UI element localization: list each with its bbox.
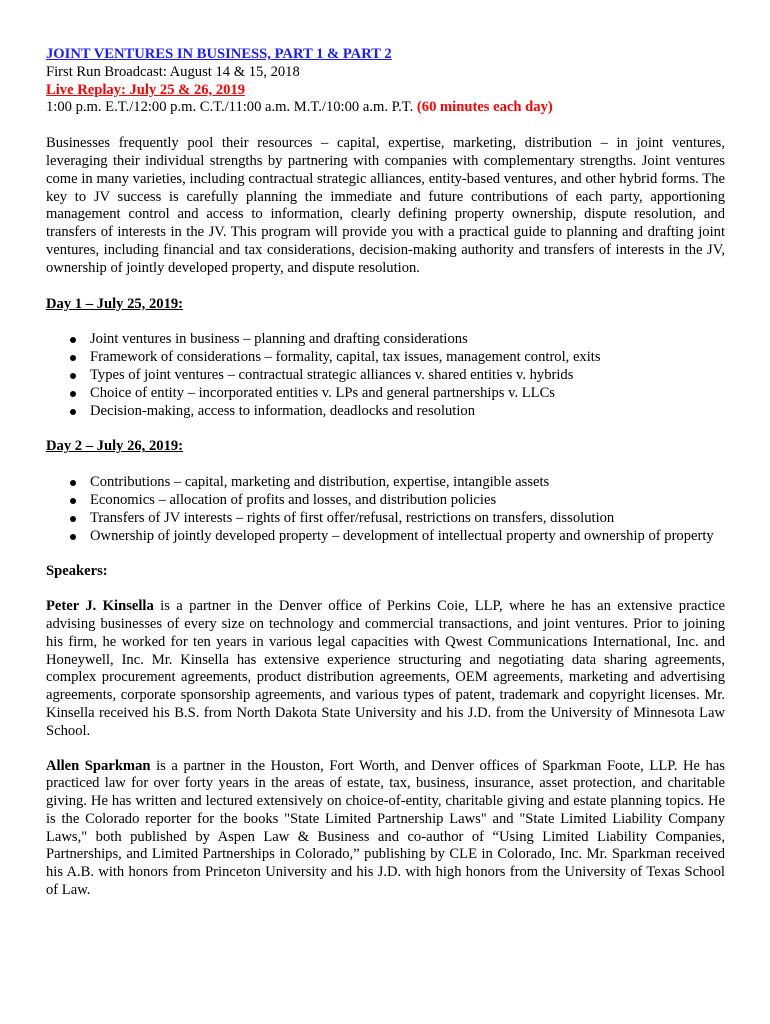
document-page [46, 46, 725, 900]
speaker-name: Peter J. Kinsella [46, 598, 154, 615]
duration-note: (60 minutes each day) [416, 99, 553, 116]
list-item: Economics – allocation of profits and losses, and distribution policies [90, 492, 725, 510]
speakers-heading: Speakers: [46, 563, 108, 580]
speaker-bio-text: is a partner in the Denver office of Perkins Coie, LLP, where he has an extensive practice advising businesses of every size on technology and commercial transactions, and joint ventures. Prior to joining his firm, he worked for ten years in various legal capacities with Qwest Communications International, Inc. and Honeywell, Inc. Mr. Kinsella has extensive experience structuring and negotiating data sharing agreements, complex procurement agreements, product distribution agreements, OEM agreements, marketing and advertising agreements, corporate sponsorship agreements, and various types of patent, trademark and copyright licenses. Mr. Kinsella received his B.S. from North Dakota State University and his J.D. from the University of Minnesota Law School. [46, 598, 725, 739]
speaker-bio-text: is a partner in the Houston, Fort Worth, and Denver offices of Sparkman Foote, LLP. He has practiced law for over forty years in the areas of estate, tax, business, insurance, asset protection, and charitable giving. He has written and lectured extensively on choice-of-entity, charitable giving and estate planning topics. He is the Colorado reporter for the books "State Limited Partnership Laws" and "State Limited Liability Company Laws," both published by Aspen Law & Business and co-author of “Using Limited Liability Companies, Partnerships, and Limited Partnerships in Colorado,” publishing by CLE in Colorado, Inc. Mr. Sparkman received his A.B. with honors from Princeton University and his J.D. with high honors from the University of Texas School of Law. [46, 757, 725, 899]
day1-list [46, 331, 725, 420]
list-item: Decision-making, access to information, deadlocks and resolution [90, 403, 725, 421]
list-item: Contributions – capital, marketing and distribution, expertise, intangible assets [90, 474, 725, 492]
first-run-broadcast: First Run Broadcast: August 14 & 15, 2018 [46, 63, 300, 80]
time-zones: 1:00 p.m. E.T./12:00 p.m. C.T./11:00 a.m. M.T./10:00 a.m. P.T. [46, 99, 414, 116]
list-item: Joint ventures in business – planning and drafting considerations [90, 331, 725, 349]
list-item: Ownership of jointly developed property – development of intellectual property and ownership of property [90, 528, 725, 546]
list-item: Framework of considerations – formality, capital, tax issues, management control, exits [90, 349, 725, 367]
speaker-name: Allen Sparkman [46, 757, 151, 774]
day2-heading: Day 2 – July 26, 2019: [46, 438, 184, 455]
document-title: JOINT VENTURES IN BUSINESS, PART 1 & PART 2 [46, 46, 392, 62]
list-item: Transfers of JV interests – rights of first offer/refusal, restrictions on transfers, dissolution [90, 510, 725, 528]
speaker-bio-sparkman [46, 758, 725, 900]
day1-heading: Day 1 – July 25, 2019: [46, 295, 184, 312]
broadcast-times [46, 99, 725, 117]
intro-paragraph: Businesses frequently pool their resources – capital, expertise, marketing, distribution – in joint ventures, leveraging their individual strengths by partnering with companies with complementary strengths. Joint ventures come in many varieties, including contractual strategic alliances, entity-based ventures, and other hybrid forms. The key to JV success is carefully planning the immediate and future contributions of each party, apportioning management control and access to information, clearly defining property ownership, dispute resolution, and transfers of interests in the JV. This program will provide you with a practical guide to planning and drafting joint ventures, including financial and tax considerations, decision-making authority and transfers of interests in the JV, ownership of jointly developed property, and dispute resolution. [46, 135, 725, 276]
live-replay-dates: Live Replay: July 25 & 26, 2019 [46, 81, 246, 98]
speaker-bio-kinsella [46, 598, 725, 740]
list-item: Choice of entity – incorporated entities v. LPs and general partnerships v. LLCs [90, 385, 725, 403]
list-item: Types of joint ventures – contractual strategic alliances v. shared entities v. hybrids [90, 367, 725, 385]
day2-list [46, 474, 725, 545]
